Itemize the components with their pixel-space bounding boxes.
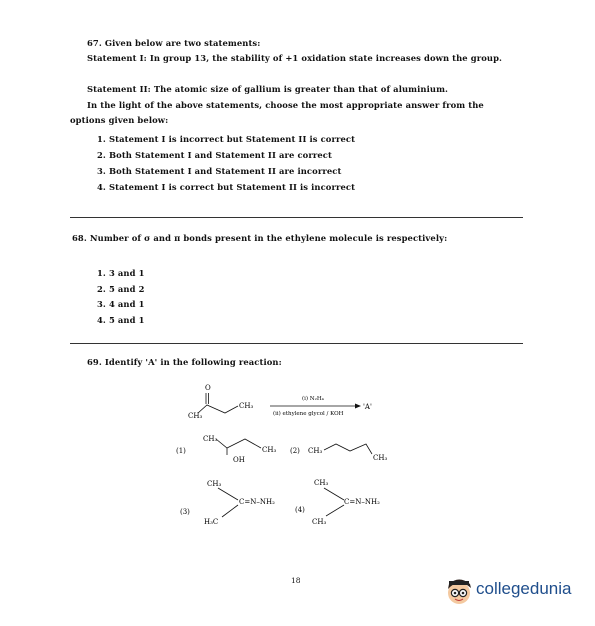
option-2-ch3-right: CH₃ xyxy=(373,454,388,462)
option-3-h3c: H₃C xyxy=(204,518,219,526)
option-3-bond-top xyxy=(218,488,238,500)
option-4-bond-top xyxy=(324,488,344,500)
brand-name: collegedunia xyxy=(476,579,572,598)
reagent-hydrazine: (i) N₂H₄ xyxy=(302,396,324,402)
option-4-label: (4) xyxy=(295,506,305,514)
q67-title: 67. Given below are two statements: xyxy=(87,38,261,48)
reactant-ch3-left: CH₃ xyxy=(188,412,203,420)
option-4-ch3-top: CH₃ xyxy=(314,479,329,487)
q67-option-2: 2. Both Statement I and Statement II are correct xyxy=(97,150,332,160)
q68-option-2: 2. 5 and 2 xyxy=(97,284,145,294)
page-number: 18 xyxy=(291,576,301,585)
option-4-hydrazone: C=N–NH₂ xyxy=(344,498,380,506)
arrow-head-icon xyxy=(355,404,361,409)
q68-option-3: 3. 4 and 1 xyxy=(97,299,145,309)
option-1-ch3-left: CH₃ xyxy=(203,435,218,443)
divider xyxy=(70,217,523,218)
option-3-label: (3) xyxy=(180,508,190,516)
q67-statement-1: Statement I: In group 13, the stability of +1 oxidation state increases down the group. xyxy=(87,53,503,63)
option-1-ch3-right: CH₃ xyxy=(262,446,277,454)
carbonyl-oxygen: O xyxy=(205,384,211,392)
q67-option-1: 1. Statement I is incorrect but Statement II is correct xyxy=(97,134,356,144)
reactant-ch3-right: CH₃ xyxy=(239,402,254,410)
q67-option-4: 4. Statement I is correct but Statement II is incorrect xyxy=(97,182,356,192)
reaction-scheme xyxy=(150,382,440,542)
option-3-bond-bottom xyxy=(222,505,238,517)
q68-option-4: 4. 5 and 1 xyxy=(97,315,145,325)
q68-title: 68. Number of σ and π bonds present in the ethylene molecule is respectively: xyxy=(72,233,448,243)
q69-title: 69. Identify 'A' in the following reaction: xyxy=(87,357,282,367)
mascot-icon xyxy=(444,575,476,607)
reactant-chain xyxy=(198,405,238,413)
q68-option-1: 1. 3 and 1 xyxy=(97,268,145,278)
product-a: 'A' xyxy=(363,403,372,411)
divider xyxy=(70,343,523,344)
q67-instruction-cont: options given below: xyxy=(70,115,169,125)
option-2-label: (2) xyxy=(290,447,300,455)
option-4-ch3-bottom: CH₃ xyxy=(312,518,327,526)
reagent-glycol-koh: (ii) ethylene glycol / KOH xyxy=(273,411,344,417)
option-3-ch3: CH₃ xyxy=(207,480,222,488)
option-2-ch3-left: CH₃ xyxy=(308,447,323,455)
q67-statement-2: Statement II: The atomic size of gallium is greater than that of aluminium. xyxy=(87,84,449,94)
q67-option-3: 3. Both Statement I and Statement II are incorrect xyxy=(97,166,342,176)
option-3-hydrazone: C=N–NH₂ xyxy=(239,498,275,506)
option-1-chain xyxy=(216,439,261,448)
option-1-label: (1) xyxy=(176,447,186,455)
option-4-bond-bottom xyxy=(326,505,344,516)
option-1-oh: OH xyxy=(233,456,245,464)
q67-instruction: In the light of the above statements, choose the most appropriate answer from the xyxy=(87,100,484,110)
option-2-chain xyxy=(324,444,372,454)
collegedunia-logo xyxy=(444,575,584,607)
